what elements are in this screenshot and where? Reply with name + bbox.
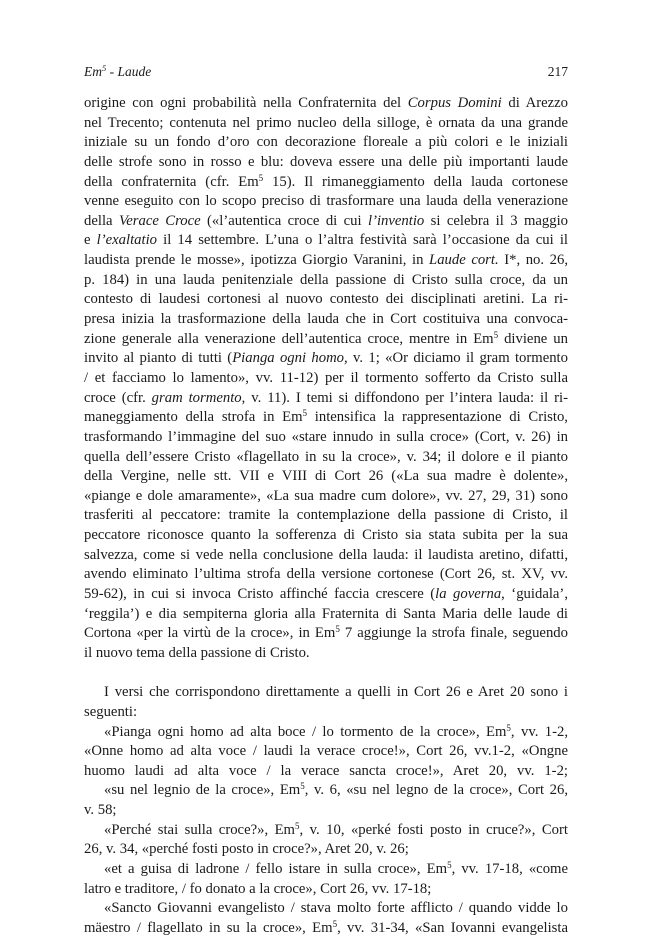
superscript: 5 — [332, 918, 338, 929]
text-span: e — [84, 232, 97, 249]
text-span: nel Trecento; contenuta nel primo nucleo della silloge, è ornata da una grande — [84, 114, 568, 131]
text-span: «Pianga ogni homo ad alta boce / lo tormento de la croce», Em — [104, 723, 507, 740]
text-line — [84, 467, 568, 487]
text-span: 15). Il rimaneggiamento della lauda cortonese — [263, 173, 568, 190]
superscript: 5 — [335, 624, 340, 635]
italic-span: gram tormento — [151, 389, 242, 406]
text-span: invito al pianto di tutti ( — [84, 350, 233, 367]
text-span: I versi che corrispondono direttamente a quelli in Cort 26 e Aret 20 sono i — [104, 684, 568, 701]
text-span: trasferiti al peccatore: tramite la contemplazione della passione di Cristo, il — [84, 507, 568, 524]
text-line — [84, 899, 568, 919]
text-line — [84, 585, 568, 605]
text-line — [84, 919, 568, 939]
text-span: «Sancto Giovanni evangelisto / stava molto forte afflicto / quando vidde lo — [104, 900, 568, 917]
text-span: latro e traditore, / fo donato a la croce», Cort 26, vv. 17-18; — [84, 880, 432, 897]
text-line — [84, 212, 568, 232]
text-line — [84, 762, 568, 782]
text-span: maneggiamento della strofa in Em — [84, 409, 303, 426]
text-line — [84, 644, 568, 664]
italic-span: l’exaltatio — [96, 232, 158, 249]
text-span: / et facciamo lo lamento», vv. 11-12) per il tormento sofferto da Cristo sulla — [84, 369, 568, 386]
text-span: 7 aggiunge la strofa finale, seguendo — [339, 625, 568, 642]
text-line — [84, 801, 568, 821]
superscript: 5 — [295, 820, 300, 831]
text-line — [84, 546, 568, 566]
running-title: Em$^5$ - Laude — [84, 63, 152, 79]
text-span: v. 58; — [84, 802, 117, 819]
text-line — [84, 605, 568, 625]
page-number: 217 — [547, 64, 568, 79]
text-span: il nuovo tema della passione di Cristo. — [84, 644, 310, 661]
italic-span: Verace Croce — [118, 212, 201, 229]
text-span: , ‘guidala’, — [501, 586, 568, 603]
text-span: croce (cfr. — [84, 389, 152, 406]
superscript: 5 — [506, 722, 511, 733]
text-span: peccatore riconosce quanto la sofferenza di Cristo sia stata subita per la sua — [84, 527, 568, 544]
running-header — [84, 64, 568, 84]
text-span: delle strofe sono in rosso e blu: doveva essere una delle più importanti laude — [84, 153, 568, 170]
text-line — [84, 94, 568, 114]
paragraph — [84, 683, 568, 938]
text-span: della Vergine, nelle stt. VII e VIII di Cort 26 («La sua madre è dolente», — [84, 468, 568, 485]
text-span: diviene un — [498, 330, 568, 347]
text-span: 59-62), in cui si invoca Cristo affinché faccia crescere ( — [84, 586, 436, 603]
text-span: origine con ogni probabilità nella Confraternita del — [84, 95, 408, 111]
text-line — [84, 310, 568, 330]
text-span: Cortona «per la virtù de la croce», in Em — [84, 625, 336, 642]
text-line — [84, 742, 568, 762]
italic-span: Pianga ogni homo — [232, 350, 345, 367]
text-line — [84, 506, 568, 526]
text-span: ‘reggila’) e dia sempiterna gloria alla Fraternita di Santa Maria delle laude di — [84, 605, 568, 622]
text-line — [84, 271, 568, 291]
body-text — [84, 94, 568, 939]
text-span: avendo eliminato l’ultima strofa della versione cortonese (Cort 26, st. XV, vv. — [84, 566, 568, 583]
text-span: «Perché stai sulla croce?», Em — [104, 821, 295, 838]
text-span: trasformando l’immagine del suo «stare innudo in sulla croce» (Cort, v. 26) in — [84, 428, 568, 445]
text-line — [84, 192, 568, 212]
text-span: «Onne homo ad alta voce / laudi la verace croce!», Cort 26, vv.1-2, «Ongne — [84, 743, 568, 760]
text-line — [84, 860, 568, 880]
text-span: , vv. 17-18, «come — [451, 860, 568, 877]
italic-span: l’inventio — [367, 212, 425, 229]
text-line — [84, 683, 568, 703]
text-span: 26, v. 34, «perché fosti posto in croce?», Aret 20, v. 26; — [84, 841, 409, 858]
text-span: intensifica la rappresentazione di Cristo, — [307, 409, 568, 426]
text-span: , v. 10, «perké fosti posto in cruce?», Cort — [299, 821, 568, 838]
text-span: della confraternita (cfr. Em — [84, 173, 259, 190]
text-span: il 14 settembre. L’una o l’altra festività sarà l’occasione da cui il — [157, 232, 568, 249]
text-line — [84, 349, 568, 369]
text-span: venne eseguito con lo scopo preciso di trasformare una lauda della venerazione — [84, 193, 568, 210]
text-span: , v. 1; «Or diciamo il gram tormento — [344, 350, 568, 367]
text-span: mäestro / flagellato in su la croce», Em — [84, 919, 333, 936]
text-span: zione generale alla venerazione dell’autentica croce, mentre in Em — [84, 330, 494, 347]
text-span: laudista prende le mosse», ipotizza Giorgio Varanini, in — [84, 252, 430, 269]
text-span: huomo laudi ad alta voce / la verace sancta croce!», Aret 20, vv. 1-2; — [84, 762, 568, 779]
superscript: 5 — [493, 329, 499, 340]
text-line — [84, 723, 568, 743]
text-span: iniziale su un fondo d’oro con decorazione floreale a più colori e le iniziali — [84, 134, 568, 151]
text-span: , vv. 31-34, «San Iovanni evangelista — [337, 919, 568, 936]
text-line — [84, 781, 568, 801]
text-line — [84, 880, 568, 900]
text-line — [84, 114, 568, 134]
text-line — [84, 251, 568, 271]
text-span: di Arezzo — [501, 95, 568, 111]
text-line — [84, 487, 568, 507]
text-span: («l’autentica croce di cui — [200, 212, 368, 229]
text-span: , vv. 1-2, — [510, 723, 568, 740]
paragraph — [84, 94, 568, 664]
text-span: , v. 6, «su nel legno de la croce», Cort 26, — [304, 782, 568, 799]
text-line — [84, 173, 568, 193]
text-line — [84, 428, 568, 448]
text-line — [84, 133, 568, 153]
text-line — [84, 703, 568, 723]
text-span: , v. 11). I temi si diffondono per l’intera lauda: il ri- — [241, 389, 568, 406]
text-span: I*, no. 26, — [498, 252, 568, 269]
text-span: della — [84, 212, 119, 229]
text-line — [84, 330, 568, 350]
text-line — [84, 526, 568, 546]
text-line — [84, 389, 568, 409]
superscript: 5 — [258, 172, 264, 183]
text-span: seguenti: — [84, 703, 138, 720]
text-line — [84, 565, 568, 585]
text-span: salvezza, come si vede nella conclusione della lauda: il laudista aretino, difatti, — [84, 546, 568, 563]
text-span: «su nel legnio de la croce», Em — [104, 782, 301, 799]
superscript: 5 — [302, 408, 308, 419]
italic-span: la governa — [435, 586, 502, 603]
text-span: si celebra il 3 maggio — [424, 212, 568, 229]
text-span: contesto di laudesi cortonesi al nuovo contesto dei disciplinati aretini. La ri- — [84, 291, 568, 308]
text-span: quella dell’essere Cristo «flagellato in su la croce», v. 34; il dolore e il pianto — [84, 448, 568, 465]
text-line — [84, 624, 568, 644]
text-span: presa inizia la trasformazione della lauda che in Cort costituiva una convoca- — [84, 311, 568, 328]
text-line — [84, 448, 568, 468]
superscript: 5 — [300, 781, 305, 792]
text-line — [84, 369, 568, 389]
italic-span: Laude cort. — [429, 252, 499, 269]
text-line — [84, 408, 568, 428]
italic-span: Corpus Domini — [407, 95, 502, 111]
text-line — [84, 231, 568, 251]
text-line — [84, 290, 568, 310]
text-span: «piange e dole amaramente», «La sua madre cum dolore», vv. 27, 29, 31) sono — [84, 487, 568, 504]
text-line — [84, 840, 568, 860]
text-line — [84, 153, 568, 173]
superscript: 5 — [447, 859, 452, 870]
text-span: p. 184) in una lauda penitenziale della passione di Cristo sulla croce, da un — [84, 271, 568, 288]
text-line — [84, 821, 568, 841]
text-span: «et a guisa di ladrone / fello istare in sulla croce», Em — [104, 860, 448, 877]
